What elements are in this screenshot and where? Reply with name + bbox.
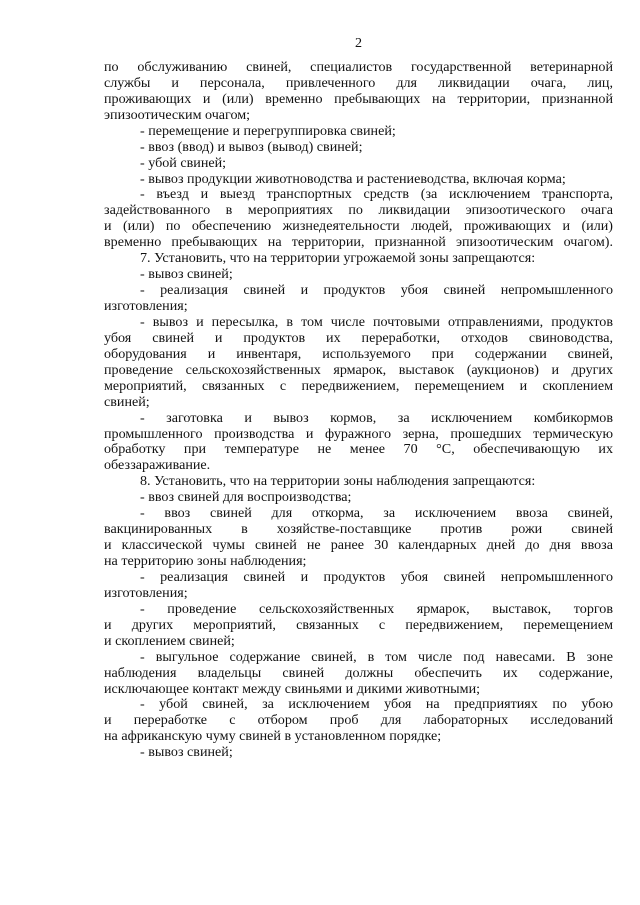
text-line: - ввоз свиней для откорма, за исключением ввоза свиней, [140,505,613,522]
text-line: - убой свиней, за исключением убоя на предприятиях по убою [140,696,613,713]
text-line: - вывоз свиней; [140,744,233,761]
text-line: на территорию зоны наблюдения; [104,553,307,570]
document-body [104,60,613,761]
text-line: - вывоз и пересылка, в том числе почтовыми отправлениями, продуктов [140,313,613,330]
text-line: - реализация свиней и продуктов убоя свиней непромышленного [140,568,613,585]
text-line: временно пребывающих на территории, признанной эпизоотическим очагом). [104,234,613,251]
text-line: промышленного производства и фуражного зерна, прошедших термическую [104,425,613,442]
text-line: - реализация свиней и продуктов убоя свиней непромышленного [140,282,613,299]
text-line: - вывоз продукции животноводства и растениеводства, включая корма; [140,170,566,187]
text-line: оборудования и инвентаря, используемого при содержании свиней, [104,345,613,362]
text-line: обработку при температуре не менее 70 °С, обеспечивающую их [104,441,613,458]
text-line: и (или) по обеспечению жизнедеятельности людей, проживающих и (или) [104,218,613,235]
text-line: - въезд и выезд транспортных средств (за исключением транспорта, [140,186,613,203]
text-line: вакцинированных в хозяйстве-поставщике против рожи свиней [104,521,613,538]
text-line: наблюдения владельцы свиней должны обеспечить их содержание, [104,664,613,681]
text-line: исключающее контакт между свиньями и дикими животными; [104,680,481,697]
text-line: убоя свиней и продуктов их переработки, отходов свиноводства, [104,329,613,346]
text-line: - ввоз свиней для воспроизводства; [140,489,352,506]
text-line: - выгульное содержание свиней, в том числе под навесами. В зоне [140,648,613,665]
text-line: на африканскую чуму свиней в установленном порядке; [104,728,442,745]
text-line: - вывоз свиней; [140,266,233,283]
text-line: свиней; [104,393,150,410]
text-line: проживающих и (или) временно пребывающих на территории, признанной [104,90,613,107]
text-line: задействованного в мероприятиях по ликвидации эпизоотического очага [104,202,613,219]
text-line: обеззараживание. [104,457,211,474]
text-line: - проведение сельскохозяйственных ярмарок, выставок, торгов [140,600,613,617]
text-line: эпизоотическим очагом; [104,106,251,123]
text-line: изготовления; [104,298,188,315]
text-line: мероприятий, связанных с передвижением, перемещением и скоплением [104,377,613,394]
text-line: и классической чумы свиней не ранее 30 календарных дней до дня ввоза [104,537,613,554]
text-line: - ввоз (ввод) и вывоз (вывод) свиней; [140,138,363,155]
text-line: 8. Установить, что на территории зоны наблюдения запрещаются: [140,473,536,490]
text-line: - заготовка и вывоз кормов, за исключением комбикормов [140,409,613,426]
text-line: и скоплением свиней; [104,632,235,649]
text-line: по обслуживанию свиней, специалистов государственной ветеринарной [104,58,613,75]
text-line: - убой свиней; [140,154,227,171]
text-line: службы и персонала, привлеченного для ликвидации очага, лиц, [104,74,613,91]
text-line: - перемещение и перегруппировка свиней; [140,122,396,139]
text-line: и других мероприятий, связанных с передвижением, перемещением [104,616,613,633]
text-line: проведение сельскохозяйственных ярмарок, выставок (аукционов) и других [104,361,613,378]
text-line: и переработке с отбором проб для лабораторных исследований [104,712,613,729]
text-line: 7. Установить, что на территории угрожаемой зоны запрещаются: [140,250,536,267]
text-line: изготовления; [104,584,188,601]
page-number: 2 [354,35,363,51]
